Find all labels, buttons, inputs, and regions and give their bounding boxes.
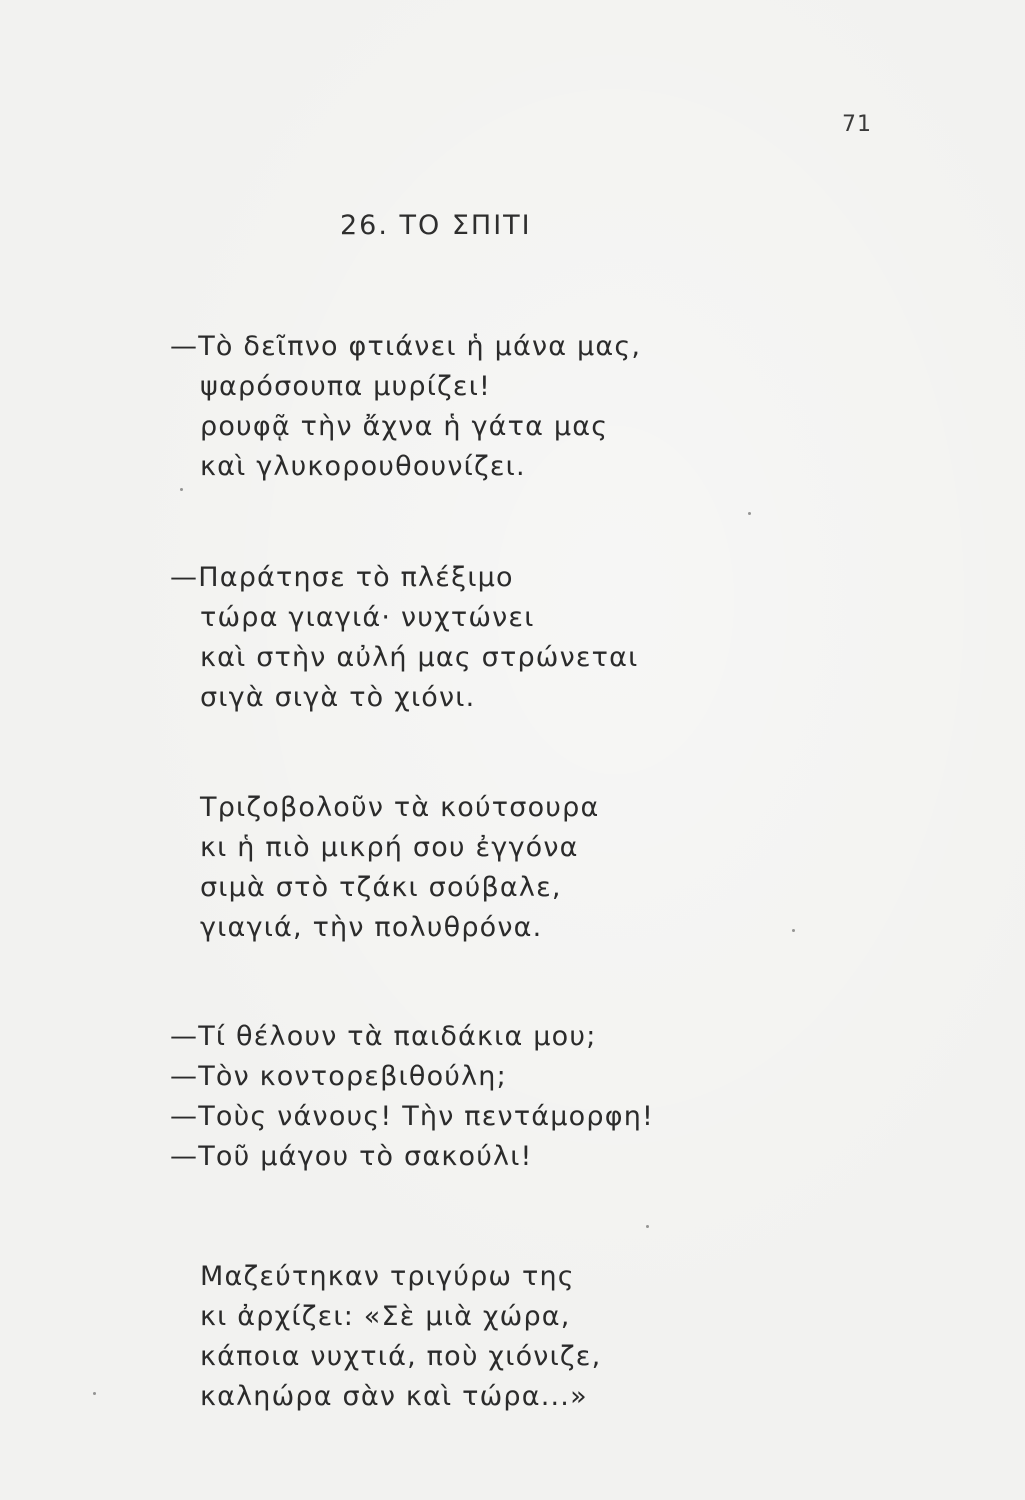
stanza [170,1017,655,1177]
stanza [200,788,599,948]
poem-line: κι ἡ πιὸ μικρή σου ἐγγόνα [200,832,579,863]
poem-line: σιμὰ στὸ τζάκι σούβαλε, [200,872,562,903]
poem-line: —Τί θέλουν τὰ παιδάκια μου; [170,1021,597,1052]
poem-line: γιαγιά, τὴν πολυθρόνα. [200,912,543,943]
paper-speck [93,1392,96,1395]
poem-line: καὶ γλυκορουθουνίζει. [200,451,526,482]
poem-line: Τριζοβολοῦν τὰ κούτσουρα [200,792,600,823]
paper-speck [646,1225,649,1228]
poem-line: Μαζεύτηκαν τριγύρω της [200,1261,575,1292]
paper-speck [180,488,183,491]
poem-line: κάποια νυχτιά, ποὺ χιόνιζε, [200,1341,602,1372]
poem-line: —Τοῦ μάγου τὸ σακούλι! [170,1141,533,1172]
stanza [200,1257,601,1417]
page-number: 71 [842,112,872,137]
poem-line: τώρα γιαγιά· νυχτώνει [200,602,535,633]
poem-line: —Τὸν κοντορεβιθούλη; [170,1061,507,1092]
poem-line: κι ἀρχίζει: «Σὲ μιὰ χώρα, [200,1301,571,1332]
paper-speck [792,929,795,932]
poem-line: καὶ στὴν αὐλή μας στρώνεται [200,642,639,673]
poem-line: ψαρόσουπα μυρίζει! [200,371,492,402]
poem-title: 26. ΤΟ ΣΠΙΤΙ [340,210,532,241]
poem-line: ρουφᾷ τὴν ἄχνα ἡ γάτα μας [200,411,609,442]
stanza [170,327,642,487]
poem-line: —Τοὺς νάνους! Τὴν πεντάμορφη! [170,1101,655,1132]
poem-line: —Παράτησε τὸ πλέξιμο [170,562,514,593]
poem-line: σιγὰ σιγὰ τὸ χιόνι. [200,682,476,713]
poem-line: —Τὸ δεῖπνο φτιάνει ἡ μάνα μας, [170,331,642,362]
paper-speck [748,512,751,515]
stanza [170,558,639,718]
poem-line: καληώρα σὰν καὶ τώρα...» [200,1381,588,1412]
